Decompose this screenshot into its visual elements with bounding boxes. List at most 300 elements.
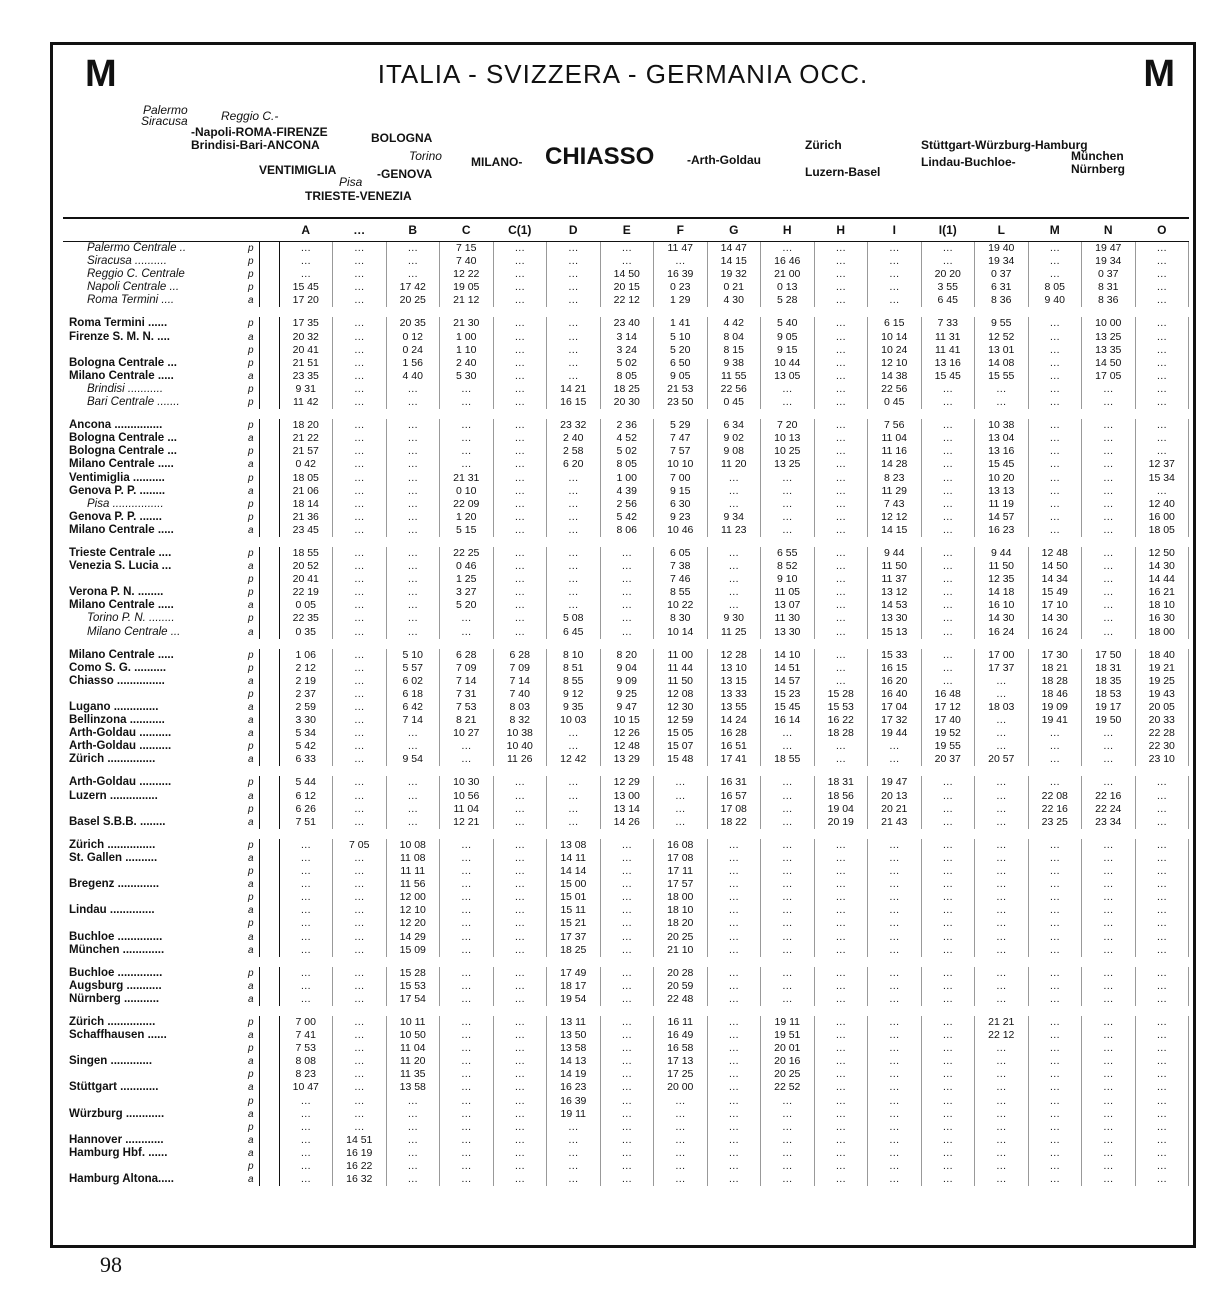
route-text: MILANO- (471, 155, 523, 169)
time-cell: 1 00 (600, 472, 654, 485)
time-cell: 8 15 (707, 344, 761, 357)
time-cell: … (493, 852, 547, 865)
time-cell: … (1028, 865, 1082, 878)
time-cell: … (333, 1081, 387, 1094)
time-cell: … (440, 740, 494, 753)
time-cell: 12 37 (1135, 458, 1189, 471)
time-cell: 14 51 (333, 1134, 387, 1147)
arrival-departure-flag: a (247, 980, 254, 992)
time-cell: … (440, 1016, 494, 1029)
time-cell: … (493, 294, 547, 307)
time-cell: … (654, 1173, 708, 1186)
arrival-departure-flag: a (247, 561, 254, 573)
time-cell: 18 00 (654, 891, 708, 904)
time-cell: … (1082, 727, 1136, 740)
time-cell: … (868, 904, 922, 917)
time-cell: … (493, 573, 547, 586)
time-cell: 7 05 (333, 839, 387, 852)
time-cell: 18 14 (279, 498, 333, 511)
station-name: Buchloe .............. (69, 966, 163, 979)
time-cell: … (761, 1134, 815, 1147)
direction-line (259, 1042, 279, 1055)
time-cell: … (440, 1081, 494, 1094)
time-cell: … (493, 790, 547, 803)
time-cell: … (1135, 839, 1189, 852)
time-cell: … (921, 573, 975, 586)
time-cell: … (333, 1095, 387, 1108)
time-cell: … (814, 458, 868, 471)
time-cell: 13 25 (761, 458, 815, 471)
time-cell: 5 40 (761, 317, 815, 330)
time-cell: … (868, 980, 922, 993)
time-cell: … (921, 1121, 975, 1134)
time-cell: … (814, 445, 868, 458)
table-row (63, 445, 1189, 458)
time-cell: … (1135, 878, 1189, 891)
time-cell: … (493, 498, 547, 511)
time-cell: … (814, 586, 868, 599)
arrival-departure-flag: p (247, 587, 254, 599)
time-cell: 0 42 (279, 458, 333, 471)
column-header: I (868, 219, 922, 242)
time-cell: 8 31 (1082, 281, 1136, 294)
table-row (63, 993, 1189, 1006)
time-cell: 7 41 (279, 1029, 333, 1042)
time-cell: … (333, 472, 387, 485)
time-cell: 0 35 (279, 626, 333, 639)
time-cell: … (279, 993, 333, 1006)
time-cell: 0 13 (761, 281, 815, 294)
time-cell: … (493, 931, 547, 944)
time-cell: 14 13 (547, 1055, 601, 1068)
time-cell: 18 53 (1082, 688, 1136, 701)
time-cell: 11 19 (975, 498, 1029, 511)
table-row (63, 511, 1189, 524)
time-cell: 13 14 (600, 803, 654, 816)
time-cell: … (440, 1147, 494, 1160)
time-cell: … (279, 1134, 333, 1147)
direction-line (259, 547, 279, 560)
time-cell: … (921, 383, 975, 396)
time-cell: … (921, 1134, 975, 1147)
direction-line (259, 1081, 279, 1094)
time-cell: … (600, 839, 654, 852)
time-cell: … (333, 1042, 387, 1055)
time-cell: 16 10 (975, 599, 1029, 612)
time-cell: 1 29 (654, 294, 708, 307)
time-cell: 22 35 (279, 612, 333, 625)
time-cell: … (386, 547, 440, 560)
time-cell: 5 02 (600, 357, 654, 370)
arrival-departure-flag: p (247, 1016, 254, 1028)
time-cell: 11 04 (868, 432, 922, 445)
time-cell: … (761, 242, 815, 256)
time-cell: … (386, 1095, 440, 1108)
time-cell: … (279, 839, 333, 852)
direction-line (259, 944, 279, 957)
time-cell: … (868, 268, 922, 281)
time-cell: … (600, 1081, 654, 1094)
time-cell: … (1135, 1173, 1189, 1186)
time-cell: 10 38 (493, 727, 547, 740)
time-cell: 22 52 (761, 1081, 815, 1094)
time-cell: 7 40 (493, 688, 547, 701)
time-cell: … (600, 891, 654, 904)
time-cell: … (1028, 370, 1082, 383)
station-name (63, 917, 243, 930)
time-cell: … (440, 445, 494, 458)
table-row (63, 472, 1189, 485)
time-cell: 2 36 (600, 419, 654, 432)
arrival-departure-flag: p (247, 649, 254, 661)
station-name (63, 1095, 243, 1108)
table-row (63, 383, 1189, 396)
time-cell: … (814, 980, 868, 993)
time-cell: 20 33 (1135, 714, 1189, 727)
time-cell: … (921, 498, 975, 511)
time-cell: … (1135, 790, 1189, 803)
time-cell: 10 56 (440, 790, 494, 803)
arrival-departure-flag: p (247, 282, 254, 294)
station-name: Hamburg Altona..... (69, 1173, 174, 1186)
time-cell: … (921, 1029, 975, 1042)
time-cell: … (333, 317, 387, 330)
column-header: L (975, 219, 1029, 242)
time-cell: … (386, 419, 440, 432)
time-cell: 17 20 (279, 294, 333, 307)
time-cell: 16 31 (707, 776, 761, 789)
time-cell: 14 34 (1028, 573, 1082, 586)
station-name: Verona P. N. ........ (69, 586, 164, 599)
time-cell: … (1082, 865, 1136, 878)
time-cell: 11 56 (386, 878, 440, 891)
time-cell: … (333, 294, 387, 307)
table-row (63, 816, 1189, 829)
time-cell: … (975, 1108, 1029, 1121)
time-cell: 8 55 (654, 586, 708, 599)
table-row (63, 599, 1189, 612)
column-header-row (63, 219, 1189, 242)
time-cell: … (333, 626, 387, 639)
time-cell: … (975, 727, 1029, 740)
time-cell: 6 02 (386, 675, 440, 688)
time-cell: 19 55 (921, 740, 975, 753)
time-cell: 3 24 (600, 344, 654, 357)
time-cell: 17 05 (1082, 370, 1136, 383)
time-cell: 16 23 (547, 1081, 601, 1094)
time-cell: 10 00 (1082, 317, 1136, 330)
time-cell: 9 31 (279, 383, 333, 396)
time-cell: … (547, 511, 601, 524)
station-name: Roma Termini .... (87, 294, 175, 307)
time-cell: … (814, 1029, 868, 1042)
station-name (63, 1160, 243, 1173)
time-cell: … (921, 675, 975, 688)
time-cell: 19 47 (868, 776, 922, 789)
time-cell: … (493, 944, 547, 957)
time-cell: … (814, 242, 868, 256)
time-cell: … (868, 1160, 922, 1173)
time-cell: … (921, 839, 975, 852)
time-cell: … (814, 626, 868, 639)
time-cell: … (386, 432, 440, 445)
table-row (63, 432, 1189, 445)
time-cell: 5 42 (279, 740, 333, 753)
time-cell: … (386, 573, 440, 586)
time-cell: 7 53 (440, 701, 494, 714)
time-cell: … (1135, 1108, 1189, 1121)
station-name: München ............. (69, 943, 165, 956)
time-cell: … (921, 865, 975, 878)
time-cell: 18 40 (1135, 649, 1189, 662)
time-cell: … (814, 1081, 868, 1094)
time-cell: 18 56 (814, 790, 868, 803)
time-cell: … (975, 967, 1029, 980)
time-cell: … (921, 599, 975, 612)
time-cell: 7 33 (921, 317, 975, 330)
table-row (63, 852, 1189, 865)
time-cell: 11 42 (279, 396, 333, 409)
arrival-departure-flag: p (247, 357, 254, 369)
time-cell: … (547, 586, 601, 599)
arrival-departure-flag: a (247, 626, 254, 638)
direction-line (259, 396, 279, 409)
arrival-departure-flag: a (247, 433, 254, 445)
time-cell: … (1082, 1081, 1136, 1094)
direction-line (259, 701, 279, 714)
time-cell: … (386, 740, 440, 753)
arrival-departure-flag: a (247, 944, 254, 956)
time-cell: 11 35 (386, 1068, 440, 1081)
time-cell: … (386, 524, 440, 537)
time-cell: … (1082, 967, 1136, 980)
time-cell: … (547, 472, 601, 485)
table-row (63, 1042, 1189, 1055)
time-cell: … (493, 1147, 547, 1160)
time-cell: 19 17 (1082, 701, 1136, 714)
time-cell: 8 20 (600, 649, 654, 662)
time-cell: 16 15 (547, 396, 601, 409)
time-cell: … (975, 1081, 1029, 1094)
time-cell: 18 28 (814, 727, 868, 740)
time-cell: … (975, 1095, 1029, 1108)
time-cell: … (814, 1055, 868, 1068)
timetable (63, 217, 1189, 1249)
time-cell: … (440, 626, 494, 639)
time-cell: … (814, 675, 868, 688)
time-cell: … (600, 878, 654, 891)
route-text: VENTIMIGLIA (259, 163, 337, 177)
time-cell: 16 51 (707, 740, 761, 753)
time-cell: 22 24 (1082, 803, 1136, 816)
gap-cell (63, 829, 1189, 839)
time-cell: … (600, 560, 654, 573)
time-cell: … (440, 917, 494, 930)
time-cell: … (493, 344, 547, 357)
time-cell: 23 10 (1135, 753, 1189, 766)
time-cell: … (868, 1042, 922, 1055)
time-cell: … (493, 370, 547, 383)
time-cell: 15 11 (547, 904, 601, 917)
time-cell: … (440, 839, 494, 852)
direction-line (259, 816, 279, 829)
time-cell: … (279, 1160, 333, 1173)
time-cell: … (814, 612, 868, 625)
route-text: Reggio C.- (221, 109, 279, 123)
time-cell: … (440, 419, 494, 432)
time-cell: … (1028, 1160, 1082, 1173)
time-cell: 5 30 (440, 370, 494, 383)
time-cell: 14 29 (386, 931, 440, 944)
time-cell: … (493, 586, 547, 599)
time-cell: … (1135, 268, 1189, 281)
time-cell: … (600, 944, 654, 957)
time-cell: 18 31 (1082, 662, 1136, 675)
time-cell: 12 10 (386, 904, 440, 917)
time-cell: … (707, 993, 761, 1006)
time-cell: … (814, 432, 868, 445)
time-cell: … (600, 547, 654, 560)
time-cell: … (1082, 573, 1136, 586)
time-cell: … (386, 803, 440, 816)
time-cell: … (814, 268, 868, 281)
time-cell: 1 06 (279, 649, 333, 662)
time-cell: … (654, 1108, 708, 1121)
time-cell: … (386, 396, 440, 409)
time-cell: 6 31 (975, 281, 1029, 294)
time-cell: … (333, 904, 387, 917)
time-cell: … (600, 865, 654, 878)
time-cell: 8 08 (279, 1055, 333, 1068)
route-text: -Napoli-ROMA-FIRENZE (191, 125, 328, 139)
time-cell: … (1135, 1055, 1189, 1068)
time-cell: … (975, 1121, 1029, 1134)
time-cell: 11 31 (921, 331, 975, 344)
time-cell: … (975, 980, 1029, 993)
time-cell: … (761, 485, 815, 498)
time-cell: 19 43 (1135, 688, 1189, 701)
time-cell: 6 45 (921, 294, 975, 307)
time-cell: 15 49 (1028, 586, 1082, 599)
arrival-departure-flag: a (247, 1030, 254, 1042)
table-row (63, 727, 1189, 740)
time-cell: … (975, 675, 1029, 688)
time-cell: … (1028, 967, 1082, 980)
time-cell: … (868, 1121, 922, 1134)
time-cell: … (386, 560, 440, 573)
time-cell: … (279, 1108, 333, 1121)
time-cell: … (493, 1134, 547, 1147)
time-cell: 20 25 (386, 294, 440, 307)
time-cell: … (921, 445, 975, 458)
time-cell: 18 31 (814, 776, 868, 789)
time-cell: 19 34 (975, 255, 1029, 268)
time-cell: 13 16 (975, 445, 1029, 458)
table-row (63, 344, 1189, 357)
time-cell: … (921, 419, 975, 432)
time-cell: … (333, 357, 387, 370)
time-cell: … (921, 1160, 975, 1173)
time-cell: 16 24 (1028, 626, 1082, 639)
time-cell: … (654, 1134, 708, 1147)
time-cell: 14 57 (761, 675, 815, 688)
time-cell: … (440, 904, 494, 917)
time-cell: 16 39 (654, 268, 708, 281)
time-cell: 5 20 (440, 599, 494, 612)
time-cell: … (547, 790, 601, 803)
time-cell: 14 26 (600, 816, 654, 829)
time-cell: … (814, 485, 868, 498)
time-cell: … (333, 662, 387, 675)
time-cell: … (761, 839, 815, 852)
time-cell: … (761, 917, 815, 930)
time-cell: … (921, 790, 975, 803)
time-cell: … (1028, 1016, 1082, 1029)
time-cell: 10 08 (386, 839, 440, 852)
time-cell: … (1082, 432, 1136, 445)
time-cell: … (921, 396, 975, 409)
time-cell: 16 23 (975, 524, 1029, 537)
time-cell: 20 57 (975, 753, 1029, 766)
time-cell: … (279, 242, 333, 256)
direction-line (259, 498, 279, 511)
time-cell: … (975, 383, 1029, 396)
time-cell: 2 56 (600, 498, 654, 511)
station-name: Palermo Centrale .. (87, 242, 187, 254)
time-cell: … (814, 891, 868, 904)
time-cell: … (386, 790, 440, 803)
time-cell: 16 30 (1135, 612, 1189, 625)
time-cell: 11 00 (654, 649, 708, 662)
time-cell: 11 47 (654, 242, 708, 256)
time-cell: … (1082, 740, 1136, 753)
time-cell: … (1082, 839, 1136, 852)
direction-line (259, 1121, 279, 1134)
time-cell: … (868, 1108, 922, 1121)
time-cell: … (814, 1173, 868, 1186)
time-cell: 1 25 (440, 573, 494, 586)
time-cell: … (386, 1134, 440, 1147)
time-cell: … (440, 1134, 494, 1147)
time-cell: … (654, 1121, 708, 1134)
time-cell: … (1082, 852, 1136, 865)
time-cell: … (814, 917, 868, 930)
time-cell: … (868, 1095, 922, 1108)
time-cell: 1 00 (440, 331, 494, 344)
direction-line (259, 1016, 279, 1029)
time-cell: … (547, 776, 601, 789)
direction-line (259, 714, 279, 727)
table-row (63, 1029, 1189, 1042)
time-cell: … (1082, 485, 1136, 498)
time-cell: … (493, 511, 547, 524)
time-cell: … (493, 1173, 547, 1186)
time-cell: … (333, 1016, 387, 1029)
time-cell: … (814, 331, 868, 344)
column-header: G (707, 219, 761, 242)
time-cell: … (493, 1095, 547, 1108)
time-cell: 12 12 (868, 511, 922, 524)
station-name: Würzburg ............ (69, 1107, 165, 1120)
station-name: Milano Centrale ... (87, 625, 181, 638)
time-cell: … (440, 980, 494, 993)
time-cell: … (1135, 816, 1189, 829)
time-cell: … (707, 498, 761, 511)
time-cell: … (333, 816, 387, 829)
time-cell: 10 44 (761, 357, 815, 370)
time-cell: … (1135, 281, 1189, 294)
table-row (63, 370, 1189, 383)
